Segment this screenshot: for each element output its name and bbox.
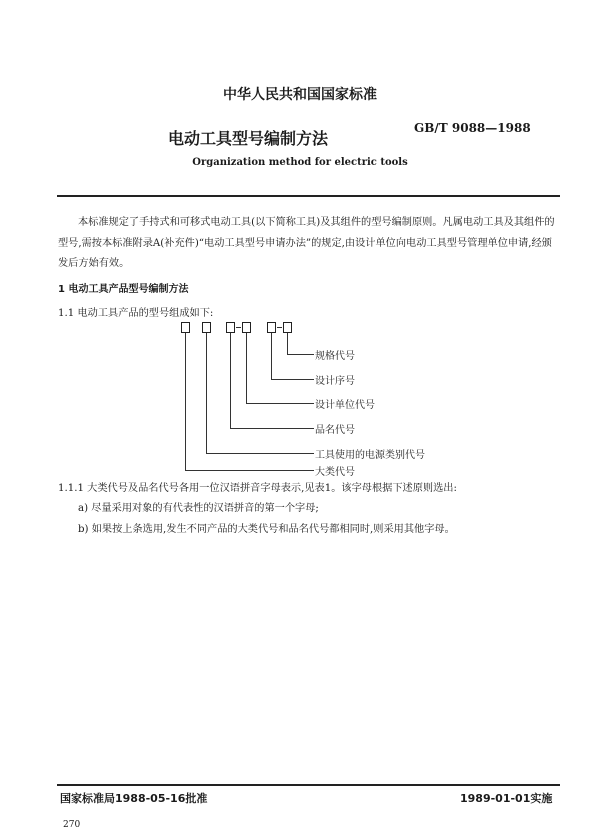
leader-h-6 xyxy=(287,354,314,355)
leader-h-5 xyxy=(271,379,314,380)
standard-code: GB/T 9088—1988 xyxy=(414,121,531,135)
label-design-unit: 设计单位代号 xyxy=(315,400,375,411)
leader-h-4 xyxy=(246,403,314,404)
leader-h-3 xyxy=(230,428,314,429)
header-rule xyxy=(57,195,560,197)
label-power-type: 工具使用的电源类别代号 xyxy=(315,450,425,461)
section-1-1: 1.1 电动工具产品的型号组成如下: xyxy=(58,308,214,319)
leader-v-5 xyxy=(271,333,272,379)
leader-h-1 xyxy=(185,470,314,471)
leader-h-2 xyxy=(206,453,314,454)
leader-v-1 xyxy=(185,333,186,470)
page-number: 270 xyxy=(63,820,81,830)
code-box-2 xyxy=(202,322,211,333)
box-dash-1 xyxy=(236,327,241,328)
approval-date: 国家标准局1988-05-16批准 xyxy=(60,792,208,805)
leader-v-4 xyxy=(246,333,247,403)
code-box-6 xyxy=(283,322,292,333)
intro-paragraph: 本标准规定了手持式和可移式电动工具(以下简称工具)及其组件的型号编制原则。凡属电动工具及其组件的型号,需按本标准附录A(补充件)“电动工具型号申请办法”的规定,由设计单位向电动工具型号管理单位申请,经颁发后方始有效。 xyxy=(58,217,555,269)
leader-v-6 xyxy=(287,333,288,354)
code-box-1 xyxy=(181,322,190,333)
english-subtitle: Organization method for electric tools xyxy=(192,157,408,168)
label-design-serial: 设计序号 xyxy=(315,376,355,387)
leader-v-3 xyxy=(230,333,231,428)
leader-v-2 xyxy=(206,333,207,453)
code-box-3 xyxy=(226,322,235,333)
item-b: b) 如果按上条选用,发生不同产品的大类代号和品名代号都相同时,则采用其他字母。 xyxy=(78,524,455,535)
label-product-name: 品名代号 xyxy=(315,425,355,436)
code-box-5 xyxy=(267,322,276,333)
implementation-date: 1989-01-01实施 xyxy=(460,792,553,805)
box-dash-2 xyxy=(277,327,282,328)
document-title: 电动工具型号编制方法 xyxy=(168,129,329,148)
national-standard-heading: 中华人民共和国国家标准 xyxy=(223,87,377,103)
section-1-heading: 1 电动工具产品型号编制方法 xyxy=(58,284,189,295)
section-1-1-1: 1.1.1 大类代号及品名代号各用一位汉语拼音字母表示,见表1。该字母根据下述原则选出: xyxy=(58,483,457,494)
code-box-4 xyxy=(242,322,251,333)
item-a: a) 尽量采用对象的有代表性的汉语拼音的第一个字母; xyxy=(78,503,319,514)
label-category: 大类代号 xyxy=(315,467,355,478)
footer-rule xyxy=(57,784,560,786)
label-spec-code: 规格代号 xyxy=(315,351,355,362)
